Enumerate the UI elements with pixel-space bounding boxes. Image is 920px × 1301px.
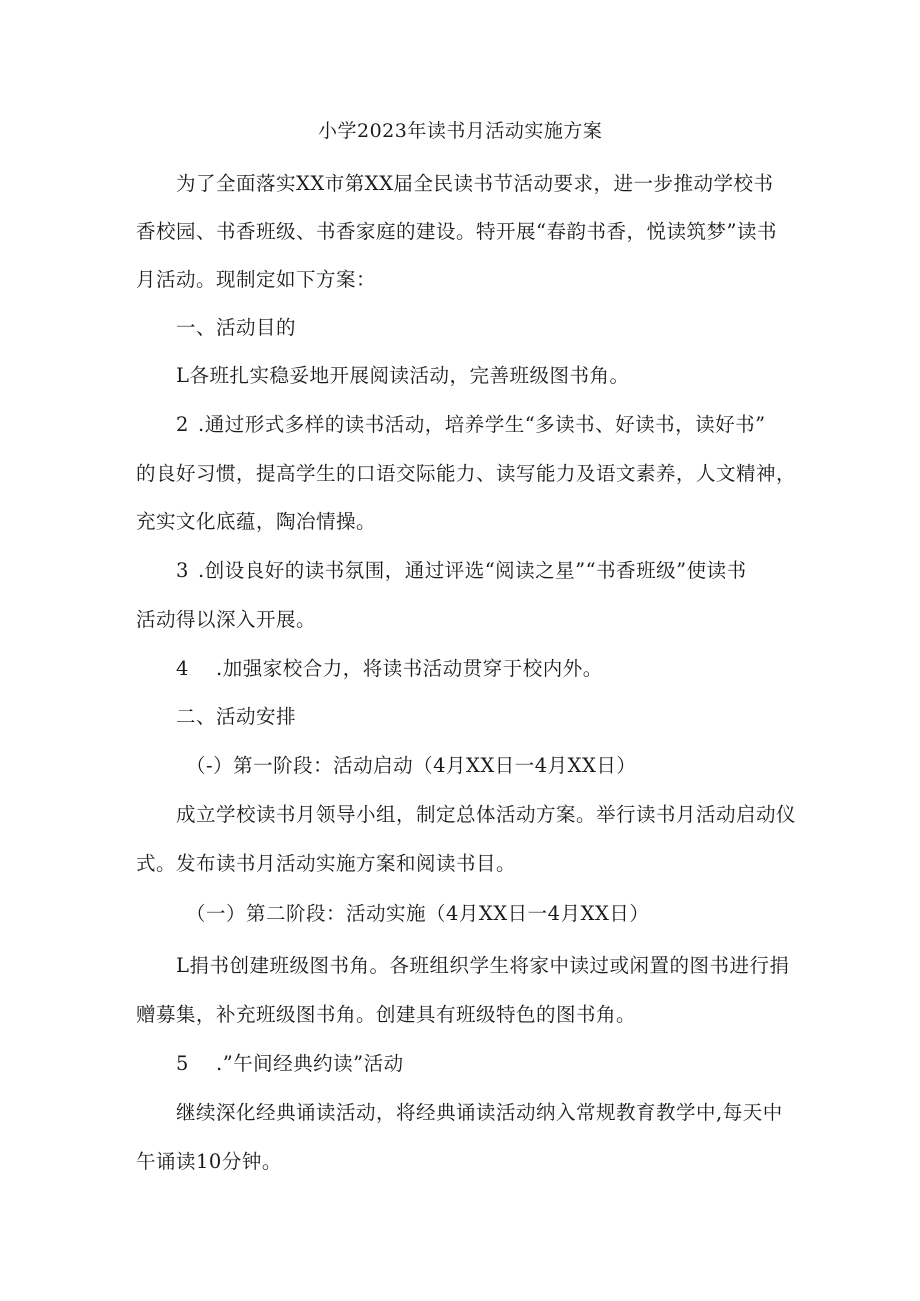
phase2-item2-heading (176, 1054, 404, 1074)
phase1-line-1: 成立学校读书月领导小组，制定总体活动方案。举行读书月活动启动仪 (176, 803, 797, 826)
item2-text: .通过形式多样的读书活动，培养学生“多读书、好读书，读好书” (198, 413, 766, 436)
phase2-item1-line-1: L捐书创建班级图书角。各班组织学生将家中读过或闲置的图书进行捐 (176, 954, 790, 977)
document-title: 小学2023年读书月活动实施方案 (318, 120, 603, 142)
phase1-heading: （-）第一阶段：活动启动（4月XX日一4月XX日） (186, 754, 637, 777)
intro-line-1: 为了全面落实XX市第XX届全民读书节活动要求，进一步推动学校书 (176, 172, 774, 195)
intro-line-3: 月活动。现制定如下方案： (136, 268, 377, 291)
item3-line-2: 活动得以深入开展。 (136, 608, 317, 631)
item3-number: 3 (176, 559, 189, 582)
item3-text: .创设良好的读书氛围，通过评选“阅读之星”“书香班级”使读书 (198, 559, 747, 582)
item4-line (176, 659, 603, 679)
phase2-item2-line-1: 继续深化经典诵读活动，将经典诵读活动纳入常规教育教学中,每天中 (176, 1101, 783, 1124)
section1-heading: 一、活动目的 (176, 316, 297, 339)
section2-heading: 二、活动安排 (176, 705, 297, 728)
phase2-heading: （一）第二阶段：活动实施（4月XX日一4月XX日） (186, 902, 650, 925)
item4-number: 4 (176, 657, 189, 680)
item4-text: .加强家校合力，将读书活动贯穿于校内外。 (216, 657, 603, 680)
item2-line-1 (176, 415, 766, 435)
phase2-item2-number: 5 (176, 1052, 189, 1075)
item3-line-1 (176, 561, 747, 581)
phase1-line-2: 式。发布读书月活动实施方案和阅读书目。 (136, 852, 517, 875)
phase2-item2-title: .”午间经典约读”活动 (216, 1052, 404, 1075)
item2-line-2: 的良好习惯，提高学生的口语交际能力、读写能力及语文素养，人文精神， (136, 462, 797, 485)
item2-line-3: 充实文化底蕴，陶冶情操。 (136, 510, 377, 533)
item1-text: L各班扎实稳妥地开展阅读活动，完善班级图书角。 (176, 364, 630, 387)
phase2-item2-line-2: 午诵读10分钟。 (136, 1150, 282, 1173)
phase2-item1-line-2: 赠募集，补充班级图书角。创建具有班级特色的图书角。 (136, 1003, 637, 1026)
intro-line-2: 香校园、书香班级、书香家庭的建设。特开展“春韵书香，悦读筑梦”读书 (136, 220, 777, 243)
item2-number: 2 (176, 413, 189, 436)
